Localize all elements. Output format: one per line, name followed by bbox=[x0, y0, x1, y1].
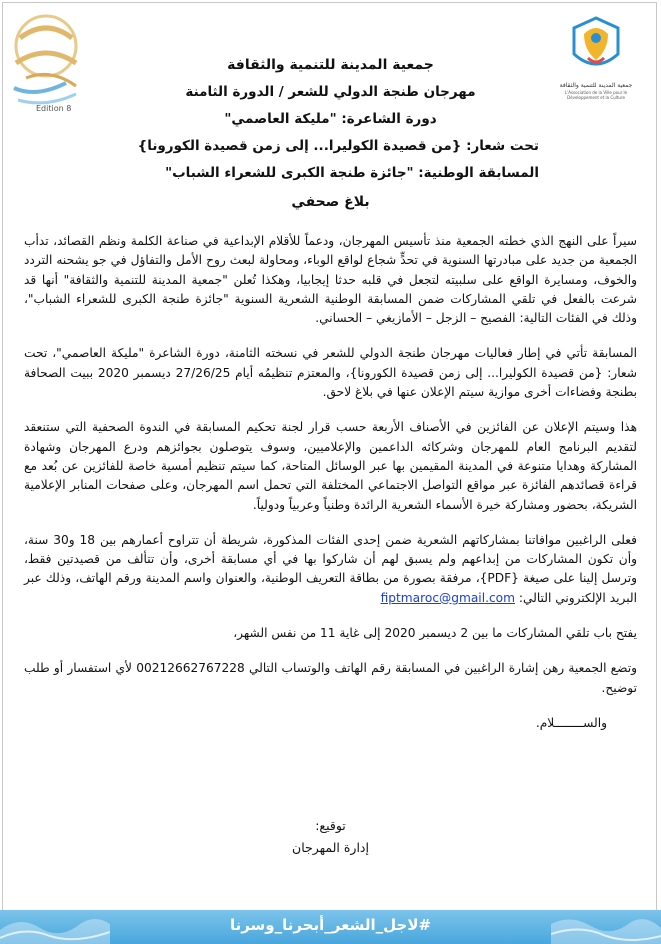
competition-line: المسابقة الوطنية: "جائزة طنجة الكبرى للشعراء الشباب" bbox=[165, 165, 539, 181]
paragraph-4 bbox=[24, 531, 637, 608]
session-title: دورة الشاعرة: "مليكة العاصمي" bbox=[224, 111, 437, 127]
footer-slogan: #لاجل_الشعر_أبحرنا_وسرنا bbox=[229, 916, 432, 934]
signature-name: إدارة المهرجان bbox=[292, 840, 369, 855]
document-body bbox=[24, 232, 637, 749]
closing-line: والســــــــلام. bbox=[535, 715, 607, 730]
document-header bbox=[110, 52, 551, 216]
paragraph-3: هذا وسيتم الإعلان عن الفائزين في الأصناف الأربعة حسب قرار لجنة تحكيم المسابقة في الندوة الصحفية التي ستنعقد لتقديم البرنامج العام للمهرجان وشركائه الداعمين والإعلاميين، وسوف يتوصلون بجوائزهم ودرع المهرجان وشهادة المشاركة وهدايا متنوعة في المدينة المقيمين بها عبر الوسائل المتاحة، كما سيتم تنظيم أمسية خاصة للفائزين عن بُعد مع قراءة قصائدهم الفائزة عبر مواقع التواصل الاجتماعي المختلفة التي تحمل اسم المهرجان، وعلى صفحات المنابر الإعلامية الشريكة، بحضور ومشاركة خيرة الأسماء الشعرية الرائدة وطنياً وعربياً ودولياً. bbox=[24, 420, 637, 512]
paragraph-4-text: فعلى الراغبين موافاتنا بمشاركاتهم الشعرية ضمن إحدى الفئات المذكورة، شريطة أن تتراوح أعمارهم بين 18 و30 سنة، وأن تكون المشاركات من إبداعهم ولم يسبق لهم أن شاركوا بها في أي مسابقة أخرى، وأن تتألف من قصيدتين فقط، وترسل إلينا على صيغة {PDF}، مرفقة بصورة من بطاقة التعريف الوطنية، والعنوان واسم المدينة ورقم الهاتف، وذلك عبر البريد الإلكتروني التالي: bbox=[24, 532, 637, 605]
paragraph-5: يفتح باب تلقي المشاركات ما بين 2 ديسمبر 2020 إلى غاية 11 من نفس الشهر، bbox=[233, 626, 637, 641]
paragraph-6: وتضع الجمعية رهن إشارة الراغبين في المسابقة رقم الهاتف والوتساب التالي 00212662767228 لأي استفسار أو طلب توضيح. bbox=[24, 661, 637, 695]
org-name: جمعية المدينة للتنمية والثقافة bbox=[227, 57, 434, 73]
press-release-title: بلاغ صحفي bbox=[291, 194, 370, 210]
footer-banner bbox=[0, 910, 661, 944]
association-logo-ar: جمعية المدينة للتنمية والثقافة bbox=[559, 82, 633, 89]
festival-title: مهرجان طنجة الدولي للشعر / الدورة الثامنة bbox=[185, 84, 476, 100]
paragraph-1: سيراً على النهج الذي خطته الجمعية منذ تأسيس المهرجان، ودعماً للأقلام الإبداعية في صناعة الكلمة ونظم القصائد، تدأب الجمعية من جديد على مبادرتها السنوية في تحدٍّ شجاع لواقع الوباء، ومحاولة لبعث روح الأمل والتفاؤل في جو يشحنه التردد والخوف، ومسايرة الواقع على سلبيته لتجعل في قلبه حدثا إيجابيا، وهكذا تُعلن "جمعية المدينة للتنمية والثقافة" أنها قد شرعت بالفعل في تلقي المشاركات ضمن المسابقة الوطنية الشعرية السنوية "جائزة طنجة الكبرى للشعراء الشباب"، وذلك في الفئات التالية: الفصيح – الزجل – الأمازيغي – الحساني. bbox=[24, 234, 637, 326]
signature-label: توقيع: bbox=[315, 818, 346, 833]
paragraph-2: المسابقة تأتي في إطار فعاليات مهرجان طنجة الدولي للشعر في نسخته الثامنة، دورة الشاعرة "مليكة العاصمي"، تحت شعار: {من قصيدة الكوليرا... إلى زمن قصيدة الكورونا}، والمعتزم تنظيمُه أيام 27/26/25 ديسمبر 2020 ببيت الصحافة بطنجة وفضاءات أخرى موازية سيتم الإعلان عنها في بلاغ لاحق. bbox=[24, 346, 637, 400]
association-logo-en: L'Association de la Ville pour le Développement et la Culture bbox=[564, 90, 628, 100]
association-logo bbox=[551, 14, 641, 114]
signature-block bbox=[0, 815, 661, 859]
logo-edition-text: Edition 8 bbox=[36, 104, 72, 113]
festival-logo bbox=[6, 8, 86, 118]
email-link[interactable]: fiptmaroc@gmail.com bbox=[380, 590, 515, 605]
slogan-line: تحت شعار: {من قصيدة الكوليرا... إلى زمن قصيدة الكورونا} bbox=[137, 138, 539, 154]
